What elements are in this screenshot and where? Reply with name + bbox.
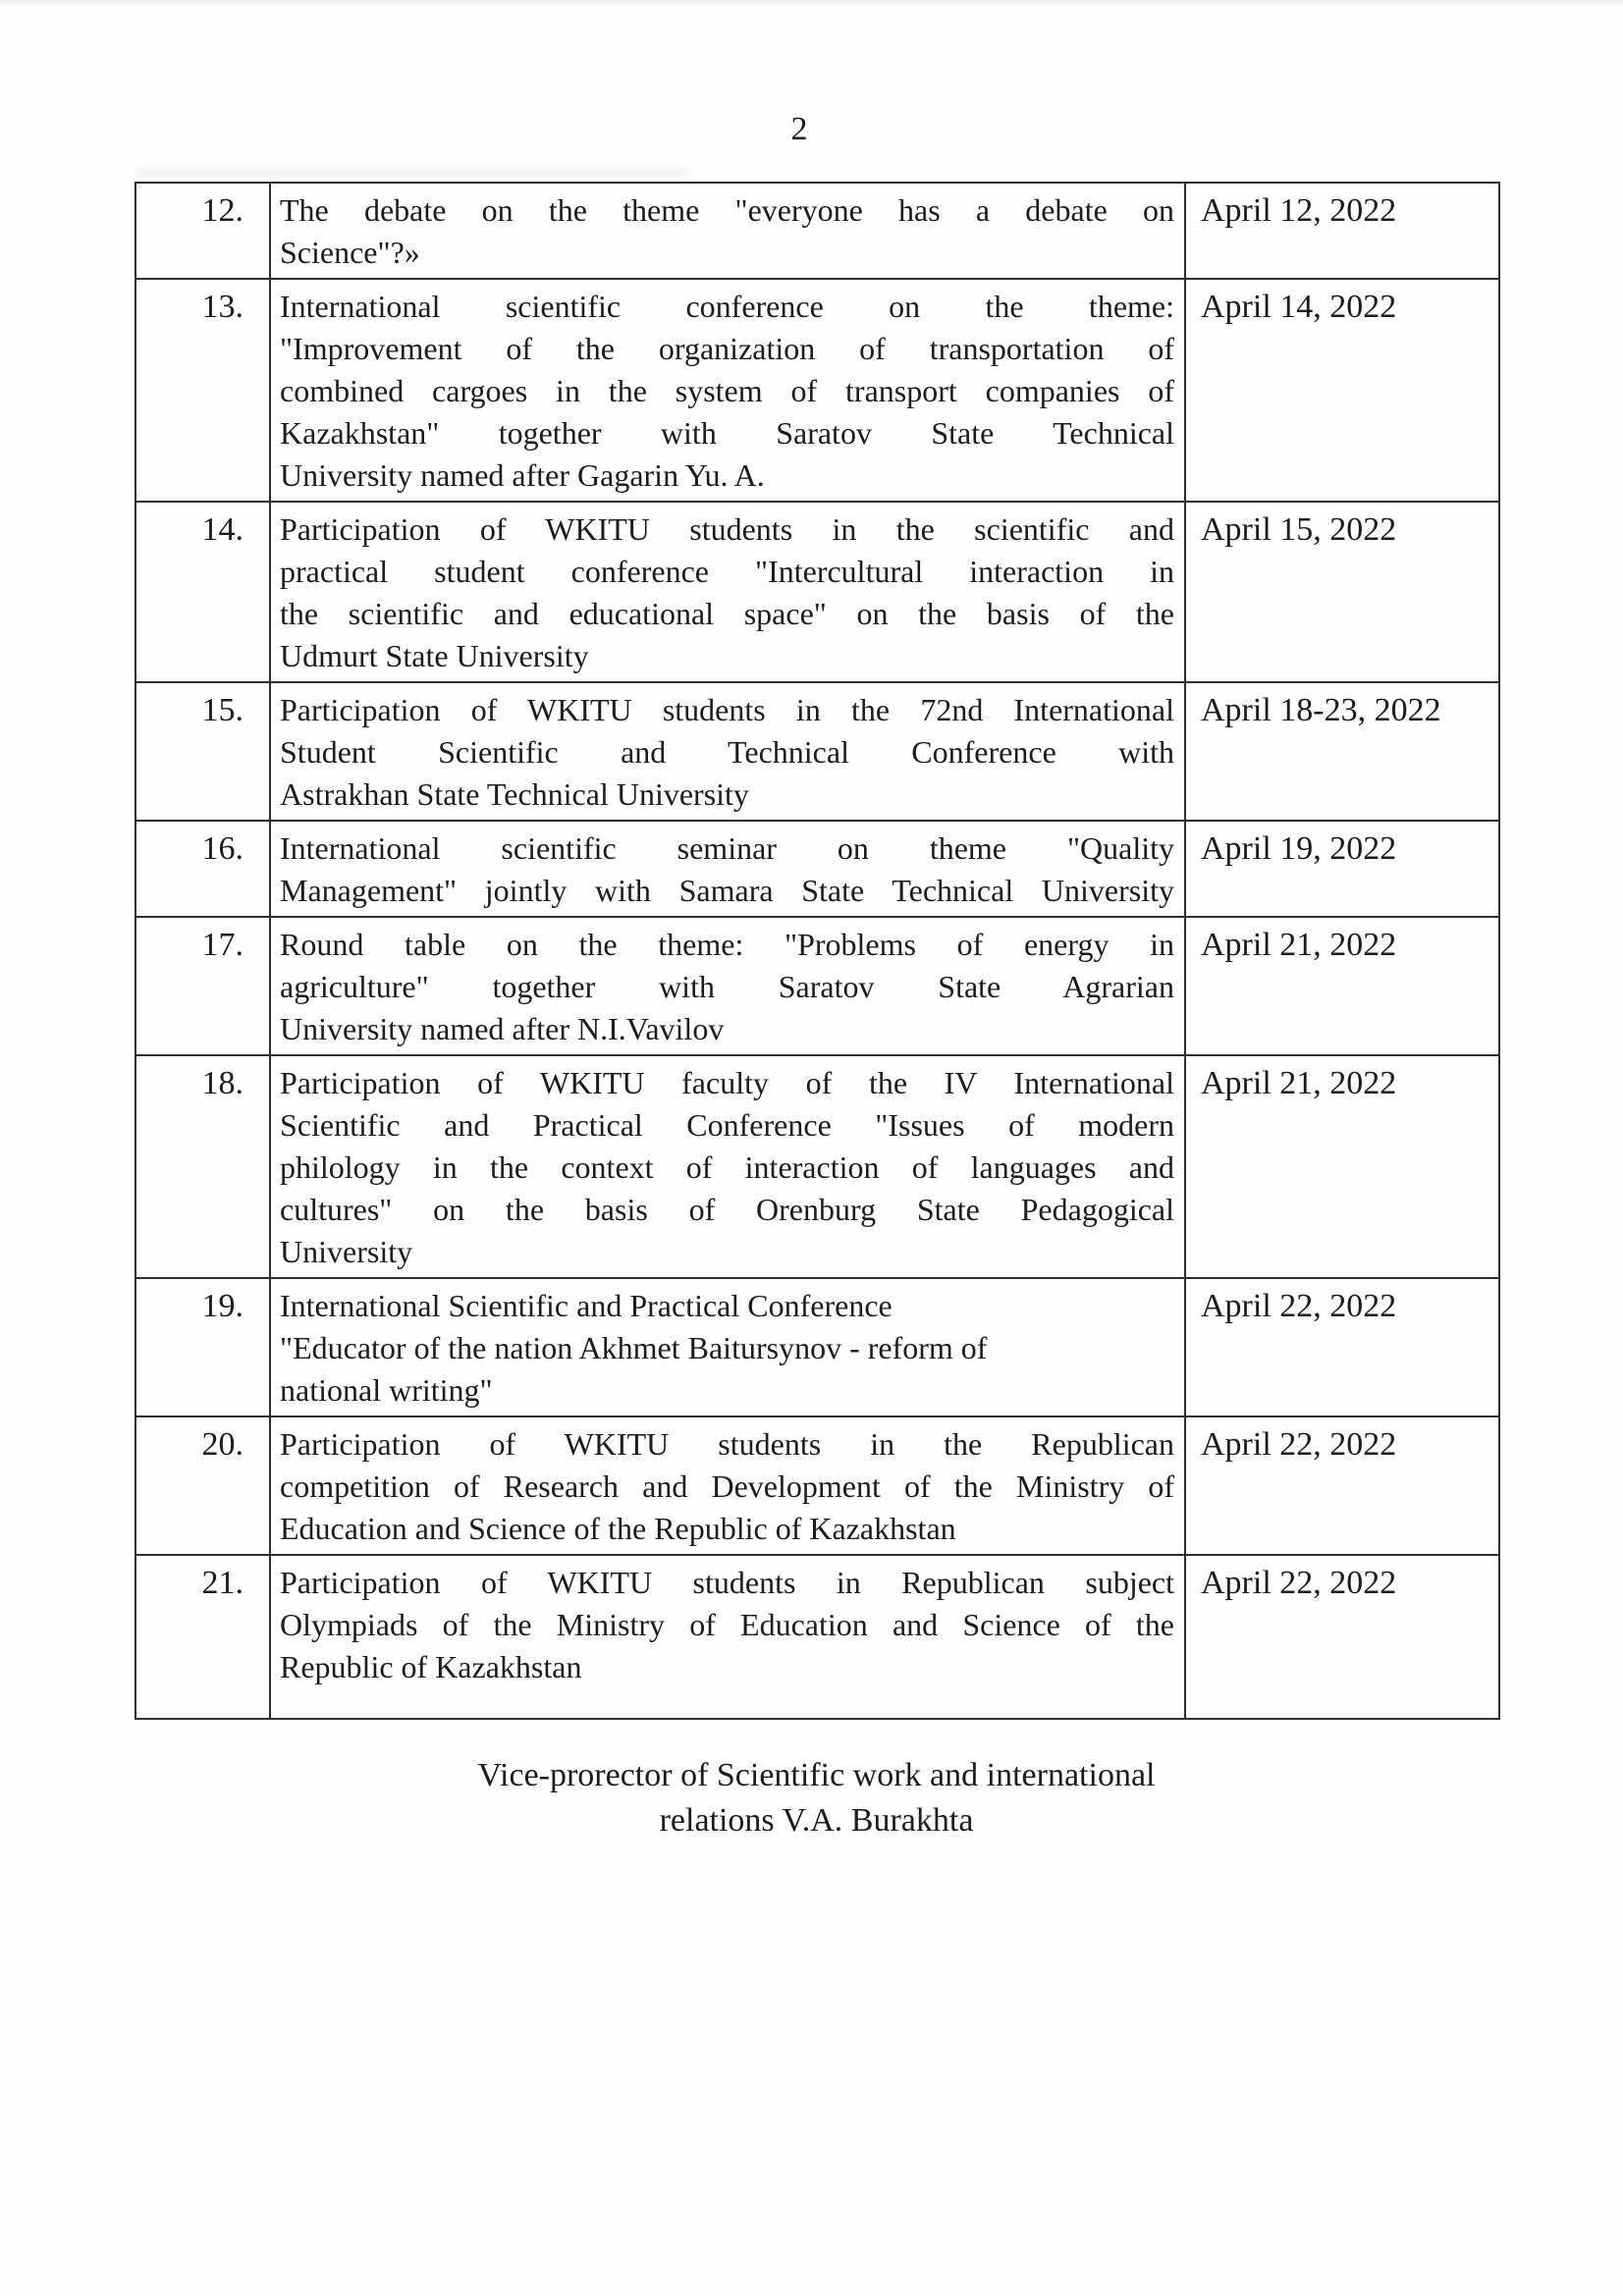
row-number: 14. [135, 502, 270, 682]
description-line: "Educator of the nation Akhmet Baitursynov - reform of [280, 1330, 988, 1365]
description-line: Udmurt State University [280, 638, 589, 673]
signature-line-2: relations V.A. Burakhta [659, 1802, 974, 1839]
description-line: Science"?» [280, 235, 420, 270]
description-line: competition of Research and Development of the Ministry of [280, 1468, 1174, 1504]
event-date: April 15, 2022 [1185, 502, 1499, 682]
row-number: 18. [135, 1055, 270, 1278]
table-row [135, 1416, 1499, 1555]
table-row [135, 821, 1499, 917]
event-description [270, 1055, 1185, 1278]
event-date: April 19, 2022 [1185, 821, 1499, 917]
description-line: International scientific conference on the theme: [280, 289, 1174, 324]
row-number: 20. [135, 1416, 270, 1555]
events-table-body [135, 183, 1499, 1719]
row-number: 13. [135, 279, 270, 502]
event-date: April 21, 2022 [1185, 917, 1499, 1055]
description-line: Participation of WKITU students in the Republican [280, 1426, 1174, 1462]
description-line: philology in the context of interaction of languages and [280, 1149, 1174, 1185]
row-number: 19. [135, 1278, 270, 1416]
description-line: Kazakhstan" together with Saratov State Technical [280, 415, 1174, 451]
description-line: International Scientific and Practical Conference [280, 1288, 893, 1323]
description-line: combined cargoes in the system of transport companies of [280, 373, 1174, 408]
event-description [270, 183, 1185, 279]
event-date: April 18-23, 2022 [1185, 682, 1499, 821]
page-number: 2 [790, 111, 808, 147]
row-number: 12. [135, 183, 270, 279]
description-line: Participation of WKITU faculty of the IV International [280, 1065, 1174, 1100]
description-line: Participation of WKITU students in Republican subject [280, 1565, 1174, 1600]
event-description [270, 1416, 1185, 1555]
table-row [135, 502, 1499, 682]
scan-artifact-top [0, 0, 1623, 7]
description-line: International scientific seminar on theme "Quality [280, 830, 1174, 866]
description-line: University [280, 1234, 413, 1269]
description-line: Astrakhan State Technical University [280, 776, 749, 812]
signature-line-1: Vice-prorector of Scientific work and international [477, 1757, 1156, 1793]
table-row [135, 183, 1499, 279]
table-row [135, 1555, 1499, 1719]
event-date: April 12, 2022 [1185, 183, 1499, 279]
event-description [270, 279, 1185, 502]
description-line: "Improvement of the organization of transportation of [280, 331, 1174, 366]
description-line: Student Scientific and Technical Conference with [280, 734, 1174, 770]
event-date: April 22, 2022 [1185, 1416, 1499, 1555]
scan-artifact-streak [137, 169, 687, 177]
description-line: Scientific and Practical Conference "Issues of modern [280, 1107, 1174, 1143]
row-number: 15. [135, 682, 270, 821]
description-line: Participation of WKITU students in the 72nd International [280, 692, 1174, 727]
events-table [135, 182, 1500, 1720]
row-number: 16. [135, 821, 270, 917]
event-date: April 22, 2022 [1185, 1278, 1499, 1416]
description-line: The debate on the theme "everyone has a debate on [280, 192, 1174, 228]
event-description [270, 1278, 1185, 1416]
table-row [135, 917, 1499, 1055]
description-line: Republic of Kazakhstan [280, 1649, 582, 1684]
description-line: national writing" [280, 1372, 493, 1408]
description-line: Participation of WKITU students in the scientific and [280, 511, 1174, 547]
table-row [135, 1055, 1499, 1278]
description-line: practical student conference "Intercultural interaction in [280, 554, 1174, 589]
table-row [135, 682, 1499, 821]
event-description [270, 1555, 1185, 1719]
description-line: agriculture" together with Saratov State Agrarian [280, 969, 1174, 1004]
row-number: 17. [135, 917, 270, 1055]
event-description [270, 821, 1185, 917]
signature-block [135, 1753, 1498, 1843]
table-row [135, 279, 1499, 502]
row-number: 21. [135, 1555, 270, 1719]
event-date: April 21, 2022 [1185, 1055, 1499, 1278]
description-line: Olympiads of the Ministry of Education and Science of the [280, 1607, 1174, 1642]
event-description [270, 917, 1185, 1055]
description-line: the scientific and educational space" on the basis of the [280, 596, 1174, 631]
event-description [270, 682, 1185, 821]
event-date: April 14, 2022 [1185, 279, 1499, 502]
description-line: cultures" on the basis of Orenburg State Pedagogical [280, 1192, 1174, 1227]
table-row [135, 1278, 1499, 1416]
description-line: Management" jointly with Samara State Technical University [280, 873, 1174, 908]
description-line: University named after Gagarin Yu. A. [280, 457, 765, 493]
description-line: Education and Science of the Republic of Kazakhstan [280, 1511, 956, 1546]
description-line: University named after N.I.Vavilov [280, 1011, 725, 1046]
event-date: April 22, 2022 [1185, 1555, 1499, 1719]
description-line: Round table on the theme: "Problems of energy in [280, 927, 1174, 962]
event-description [270, 502, 1185, 682]
